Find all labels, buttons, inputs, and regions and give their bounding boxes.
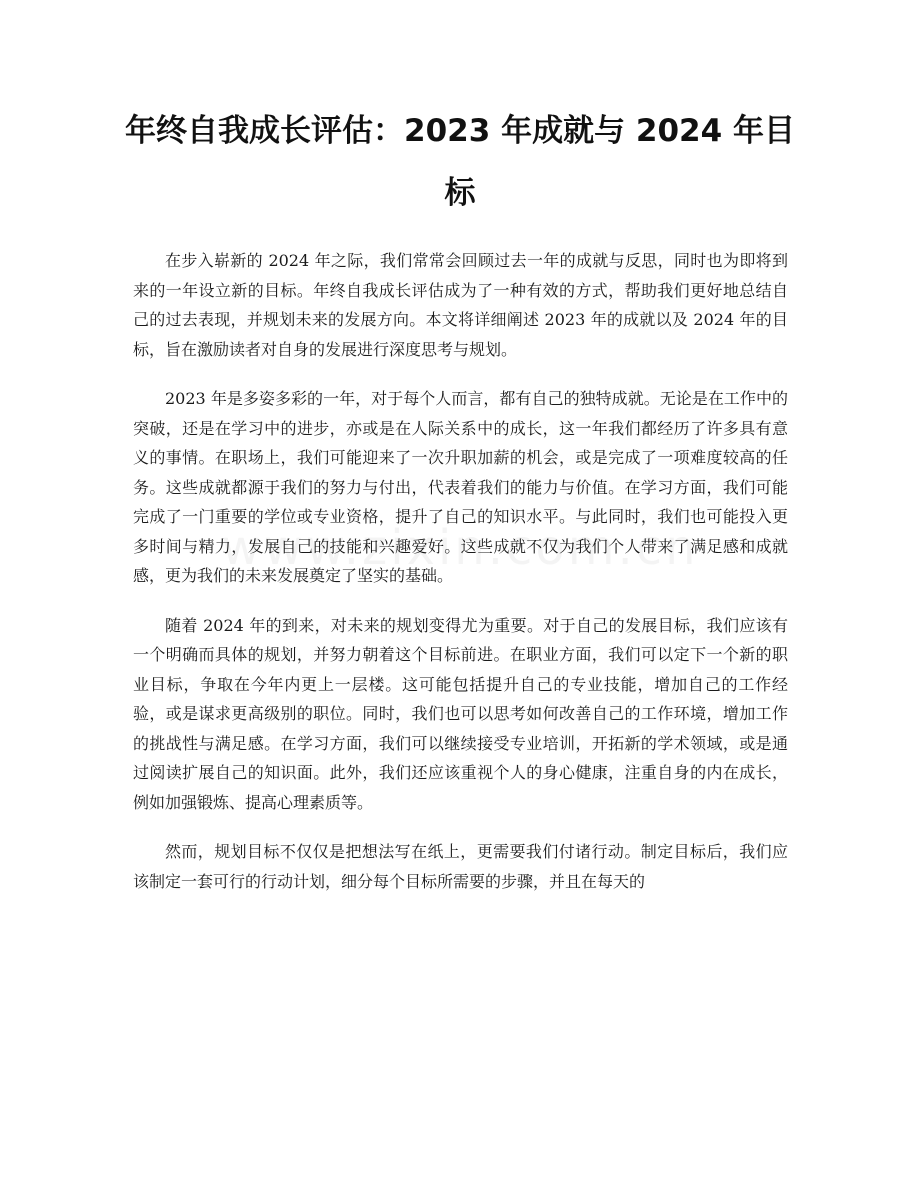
document-title: 年终自我成长评估：2023 年成就与 2024 年目标 — [125, 113, 795, 211]
document-body — [133, 246, 788, 916]
paragraph-4: 然而，规划目标不仅仅是把想法写在纸上，更需要我们付诸行动。制定目标后，我们应该制定一套可行的行动计划，细分每个目标所需要的步骤，并且在每天的 — [133, 842, 788, 891]
paragraph-2: 2023 年是多姿多彩的一年，对于每个人而言，都有自己的独特成就。无论是在工作中的突破，还是在学习中的进步，亦或是在人际关系中的成长，这一年我们都经历了许多具有意义的事情。在职场上，我们可能迎来了一次升职加薪的机会，或是完成了一项难度较高的任务。这些成就都源于我们的努力与付出，代表着我们的能力与价值。在学习方面，我们可能完成了一门重要的学位或专业资格，提升了自己的知识水平。与此同时，我们也可能投入更多时间与精力，发展自己的技能和兴趣爱好。这些成就不仅为我们个人带来了满足感和成就感，更为我们的未来发展奠定了坚实的基础。 — [133, 389, 788, 585]
paragraph-3: 随着 2024 年的到来，对未来的规划变得尤为重要。对于自己的发展目标，我们应该有一个明确而具体的规划，并努力朝着这个目标前进。在职业方面，我们可以定下一个新的职业目标，争取在今年内更上一层楼。这可能包括提升自己的专业技能，增加自己的工作经验，或是谋求更高级别的职位。同时，我们也可以思考如何改善自己的工作环境，增加工作的挑战性与满足感。在学习方面，我们可以继续接受专业培训，开拓新的学术领域，或是通过阅读扩展自己的知识面。此外，我们还应该重视个人的身心健康，注重自身的内在成长，例如加强锻炼、提高心理素质等。 — [133, 615, 788, 812]
paragraph-1: 在步入崭新的 2024 年之际，我们常常会回顾过去一年的成就与反思，同时也为即将到来的一年设立新的目标。年终自我成长评估成为了一种有效的方式，帮助我们更好地总结自己的过去表现，并规划未来的发展方向。本文将详细阐述 2023 年的成就以及 2024 年的目标，旨在激励读者对自身的发展进行深度思考与规划。 — [133, 251, 788, 359]
